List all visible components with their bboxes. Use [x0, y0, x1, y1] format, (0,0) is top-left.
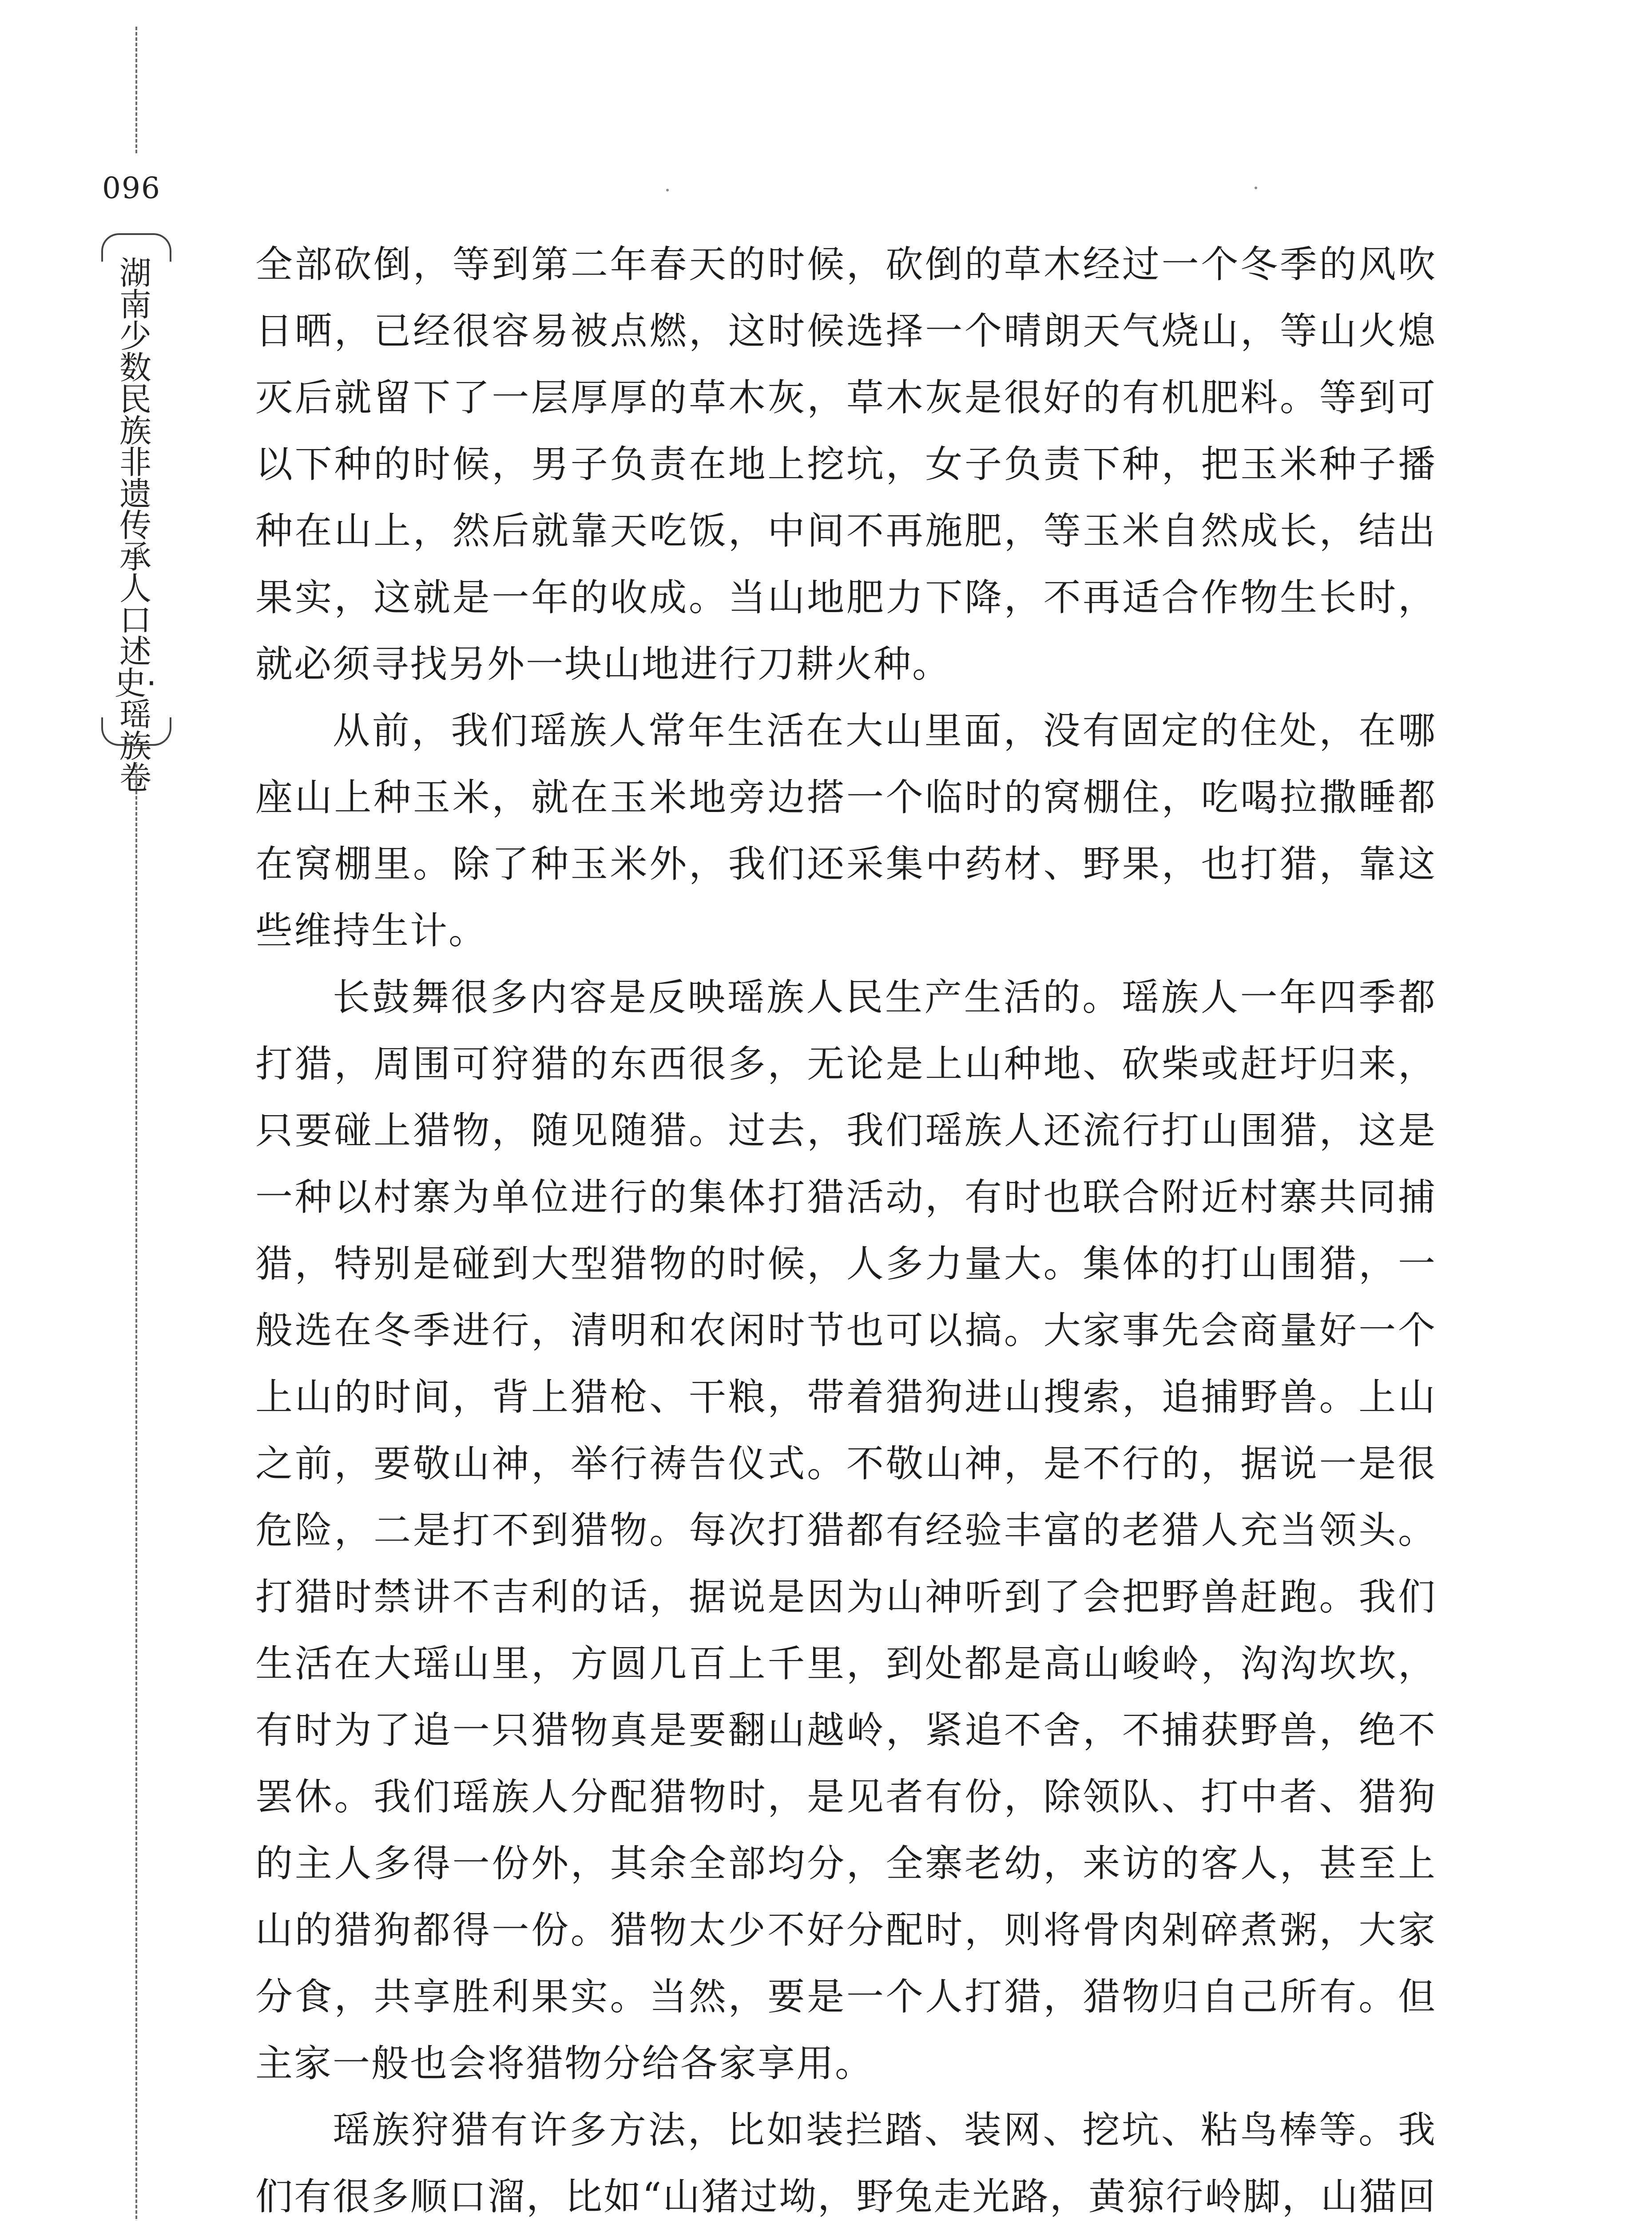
margin-dashed-line-top	[135, 27, 137, 153]
paragraph: 从前，我们瑶族人常年生活在大山里面，没有固定的住处，在哪座山上种玉米，就在玉米地旁边搭一个临时的窝棚住，吃喝拉撒睡都在窝棚里。除了种玉米外，我们还采集中药材、野果，也打猎，靠这些维持生计。	[255, 709, 1437, 952]
paragraph: 瑶族狩猎有许多方法，比如装拦踏、装网、挖坑、粘鸟棒等。我们有很多顺口溜，比如“山猪过坳，野兔走光路，黄猄行岭脚，山猫回	[255, 2108, 1437, 2218]
series-title: 湖南少数民族非遗传承人口述史·瑶族卷	[114, 255, 157, 796]
margin-dashed-line-bottom	[135, 764, 137, 2221]
page-number: 096	[102, 171, 161, 205]
paragraph: 全部砍倒，等到第二年春天的时候，砍倒的草木经过一个冬季的风吹日晒，已经很容易被点燃，这时候选择一个晴朗天气烧山，等山火熄灭后就留下了一层厚厚的草木灰，草木灰是很好的有机肥料。等到可以下种的时候，男子负责在地上挖坑，女子负责下种，把玉米种子播种在山上，然后就靠天吃饭，中间不再施肥，等玉米自然成长，结出果实，这就是一年的收成。当山地肥力下降，不再适合作物生长时，就必须寻找另外一块山地进行刀耕火种。	[255, 243, 1437, 686]
body-text	[255, 231, 1437, 2221]
title-bracket-bottom	[101, 717, 171, 746]
paragraph: 长鼓舞很多内容是反映瑶族人民生产生活的。瑶族人一年四季都打猎，周围可狩猎的东西很多，无论是上山种地、砍柴或赶圩归来，只要碰上猎物，随见随猎。过去，我们瑶族人还流行打山围猎，这是一种以村寨为单位进行的集体打猎活动，有时也联合附近村寨共同捕猎，特别是碰到大型猎物的时候，人多力量大。集体的打山围猎，一般选在冬季进行，清明和农闲时节也可以搞。大家事先会商量好一个上山的时间，背上猎枪、干粮，带着猎狗进山搜索，追捕野兽。上山之前，要敬山神，举行祷告仪式。不敬山神，是不行的，据说一是很危险，二是打不到猎物。每次打猎都有经验丰富的老猎人充当领头。打猎时禁讲不吉利的话，据说是因为山神听到了会把野兽赶跑。我们生活在大瑶山里，方圆几百上千里，到处都是高山峻岭，沟沟坎坎，有时为了追一只猎物真是要翻山越岭，紧追不舍，不捕获野兽，绝不罢休。我们瑶族人分配猎物时，是见者有份，除领队、打中者、猎狗的主人多得一份外，其余全部均分，全寨老幼，来访的客人，甚至上山的猎狗都得一份。猎物太少不好分配时，则将骨肉剁碎煮粥，大家分食，共享胜利果实。当然，要是一个人打猎，猎物归自己所有。但主家一般也会将猎物分给各家享用。	[255, 975, 1437, 2085]
